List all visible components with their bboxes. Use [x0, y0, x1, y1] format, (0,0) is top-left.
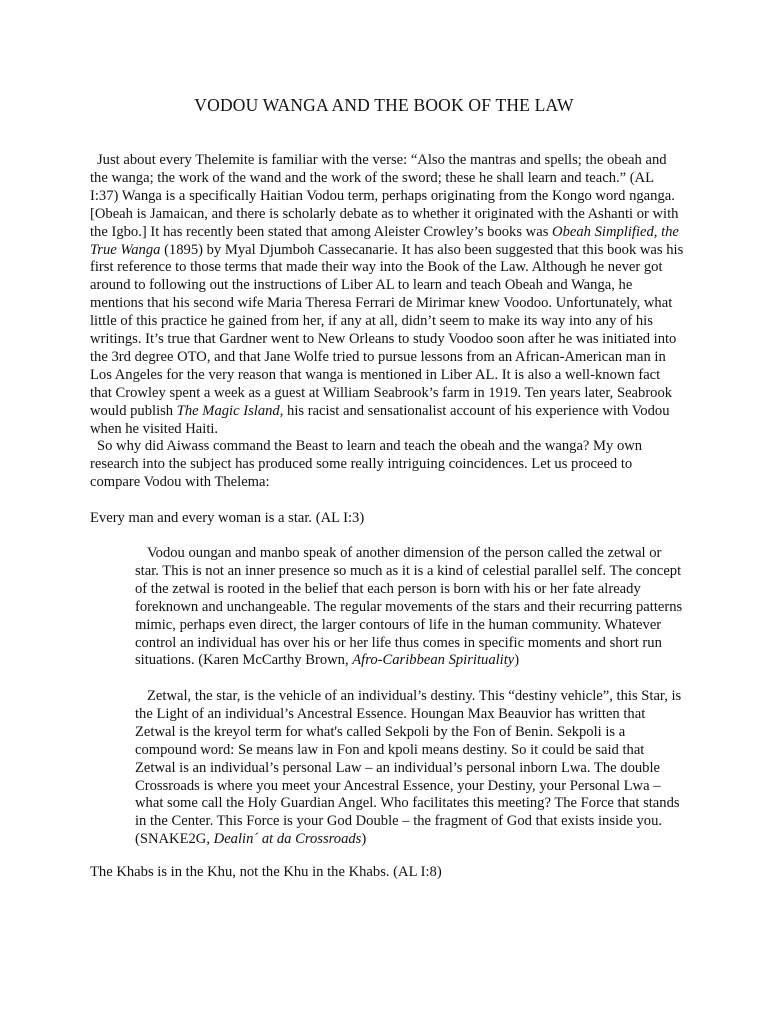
- book-title-obeah: Obeah Simplified, the True Wanga: [90, 223, 679, 258]
- quote1-text: Vodou oungan and manbo speak of another dimension of the person called the zetwal or star. This is not an inner presence so much as it is a kind of celestial parallel self. The concept of the zetwal is rooted in the belief that each person is born with his or her fate already foreknown and unchangeable. The regular movements of the stars and their recurring patterns mimic, perhaps even direct, the larger contours of life in the human community. Whatever control an individual has over his or her life thus comes in specific moments and short run situations. (Karen McCarthy Brown,: [135, 545, 683, 669]
- block-quote-zetwal-brown: [135, 545, 685, 670]
- block-quote-zetwal-snake2g: [135, 688, 685, 849]
- quote2-source-title: Dealin´ at da Crossroads: [213, 831, 362, 848]
- verse-khabs: The Khabs is in the Khu, not the Khu in the Khabs. (AL I:8): [90, 864, 442, 880]
- page-title: VODOU WANGA AND THE BOOK OF THE LAW: [194, 95, 574, 115]
- book-title-magic-island: The Magic Island: [176, 402, 280, 419]
- quote1-close: ): [514, 652, 520, 669]
- intro-text-1: Just about every Thelemite is familiar with the verse: “Also the mantras and spells; the obeah and the wanga; the work of the wand and the work of the sword; these he shall learn and teach.” (AL I:37) Wanga is a specifically Haitian Vodou term, perhaps originating from the Kongo word nganga. [Obeah is Jamaican, and there is scholarly debate as to whether it originated with the Ashanti or with the Igbo.] It has recently been stated that among Aleister Crowley’s books was: [90, 152, 679, 240]
- intro-paragraph: [90, 152, 685, 439]
- second-paragraph-text: So why did Aiwass command the Beast to learn and teach the obeah and the wanga? My own research into the subject has produced some really intriguing coincidences. Let us proceed to compare Vodou with Thelema:: [90, 438, 643, 490]
- intro-text-3: , his racist and sensationalist account of his experience with Vodou when he visited Haiti.: [90, 402, 670, 437]
- quote1-source-title: Afro-Caribbean Spirituality: [352, 652, 515, 669]
- second-paragraph: [90, 438, 685, 492]
- quote2-text: Zetwal, the star, is the vehicle of an individual’s destiny. This “destiny vehicle”, this Star, is the Light of an individual’s Ancestral Essence. Houngan Max Beauvior has written that Zetwal is the kreyol term for what's called Sekpoli by the Fon of Benin. Sekpoli is a compound word: Se means law in Fon and kpoli means destiny. So it could be said that Zetwal is an individual’s personal Law – an individual’s personal inborn Lwa. The double Crossroads is where you meet your Ancestral Essence, your Destiny, your Personal Lwa – what some call the Holy Guardian Angel. Who facilitates this meeting? The Force that stands in the Center. This Force is your God Double – the fragment of God that exists inside you. (SNAKE2G,: [135, 688, 682, 848]
- intro-text-2: (1895) by Myal Djumboh Cassecanarie. It has also been suggested that this book was his first reference to those terms that made their way into the Book of the Law. Although he never got around to following out the instructions of Liber AL to learn and teach Obeah and Wanga, he mentions that his second wife Maria Theresa Ferrari de Mirimar knew Voodoo. Unfortunately, what little of this practice he gained from her, if any at all, didn’t seem to make its way into any of his writings. It’s true that Gardner went to New Orleans to study Voodoo soon after he was initiated into the 3rd degree OTO, and that Jane Wolfe tried to pursue lessons from an African-American man in Los Angeles for the very reason that wanga is mentioned in Liber AL. It is also a well-known fact that Crowley spent a week as a guest at William Seabrook’s farm in 1919. Ten years later, Seabrook would publish: [90, 241, 684, 419]
- verse-star: Every man and every woman is a star. (AL I:3): [90, 510, 365, 526]
- quote2-close: ): [361, 831, 367, 848]
